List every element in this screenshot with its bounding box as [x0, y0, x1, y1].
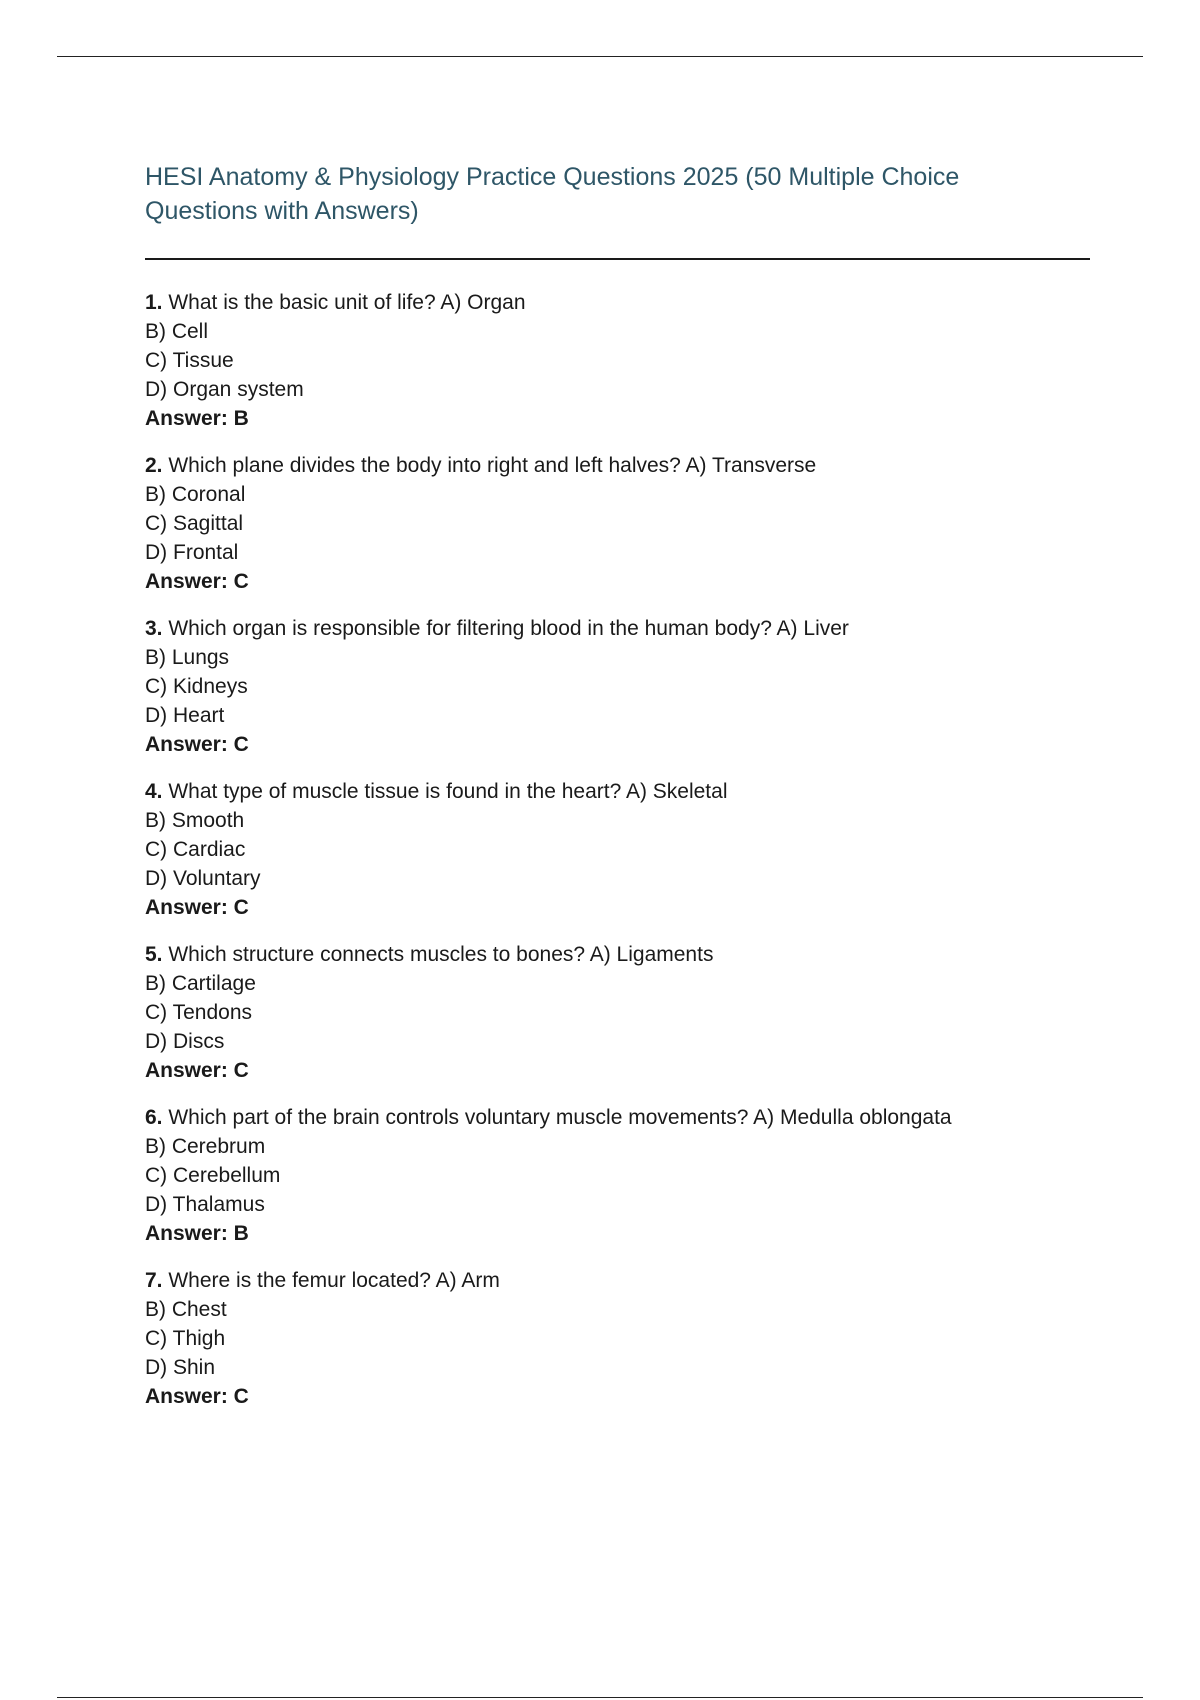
correct-answer: Answer: C [145, 1059, 249, 1082]
correct-answer: Answer: B [145, 407, 249, 430]
question-item [145, 451, 1105, 596]
correct-answer: Answer: C [145, 896, 249, 919]
document-title: HESI Anatomy & Physiology Practice Questions 2025 (50 Multiple Choice Questions with Answers) [145, 163, 960, 225]
correct-answer: Answer: C [145, 733, 249, 756]
answer-option: C) Cerebellum [145, 1164, 281, 1187]
answer-option: D) Discs [145, 1030, 225, 1053]
answer-option: B) Smooth [145, 809, 245, 832]
question-item [145, 288, 1105, 433]
page-bottom-divider [57, 1697, 1143, 1698]
answer-option: B) Cartilage [145, 972, 256, 995]
question-prompt [145, 288, 1105, 317]
question-prompt [145, 777, 1105, 806]
question-item [145, 1103, 1105, 1248]
question-prompt [145, 614, 1105, 643]
question-prompt [145, 940, 1105, 969]
answer-option: D) Shin [145, 1356, 216, 1379]
answer-option: D) Heart [145, 704, 225, 727]
answer-option: C) Kidneys [145, 675, 248, 698]
question-text: Which part of the brain controls voluntary muscle movements? A) Medulla oblongata [168, 1106, 952, 1129]
question-item [145, 940, 1105, 1085]
answer-option: C) Sagittal [145, 512, 244, 535]
question-number: 4. [145, 780, 163, 803]
question-item [145, 777, 1105, 922]
question-number: 6. [145, 1106, 163, 1129]
question-text: Which organ is responsible for filtering blood in the human body? A) Liver [168, 617, 849, 640]
answer-option: B) Chest [145, 1298, 227, 1321]
answer-option: D) Voluntary [145, 867, 261, 890]
answer-option: B) Cell [145, 320, 209, 343]
answer-option: B) Cerebrum [145, 1135, 266, 1158]
question-prompt [145, 451, 1105, 480]
question-prompt [145, 1266, 1105, 1295]
question-text: Which structure connects muscles to bones? A) Ligaments [168, 943, 714, 966]
correct-answer: Answer: C [145, 1385, 249, 1408]
title-divider [145, 258, 1090, 260]
question-text: What type of muscle tissue is found in the heart? A) Skeletal [168, 780, 728, 803]
question-text: What is the basic unit of life? A) Organ [168, 291, 526, 314]
question-item [145, 614, 1105, 759]
correct-answer: Answer: B [145, 1222, 249, 1245]
answer-option: C) Tissue [145, 349, 234, 372]
question-text: Which plane divides the body into right and left halves? A) Transverse [168, 454, 817, 477]
answer-option: C) Thigh [145, 1327, 226, 1350]
question-item [145, 1266, 1105, 1411]
answer-option: D) Thalamus [145, 1193, 265, 1216]
question-list [145, 288, 1105, 1429]
question-number: 3. [145, 617, 163, 640]
question-number: 2. [145, 454, 163, 477]
answer-option: B) Coronal [145, 483, 246, 506]
answer-option: B) Lungs [145, 646, 230, 669]
answer-option: D) Organ system [145, 378, 304, 401]
question-text: Where is the femur located? A) Arm [168, 1269, 500, 1292]
question-number: 1. [145, 291, 163, 314]
page-top-divider [57, 56, 1143, 57]
question-prompt [145, 1103, 1105, 1132]
question-number: 7. [145, 1269, 163, 1292]
answer-option: C) Cardiac [145, 838, 246, 861]
question-number: 5. [145, 943, 163, 966]
correct-answer: Answer: C [145, 570, 249, 593]
answer-option: D) Frontal [145, 541, 239, 564]
answer-option: C) Tendons [145, 1001, 253, 1024]
